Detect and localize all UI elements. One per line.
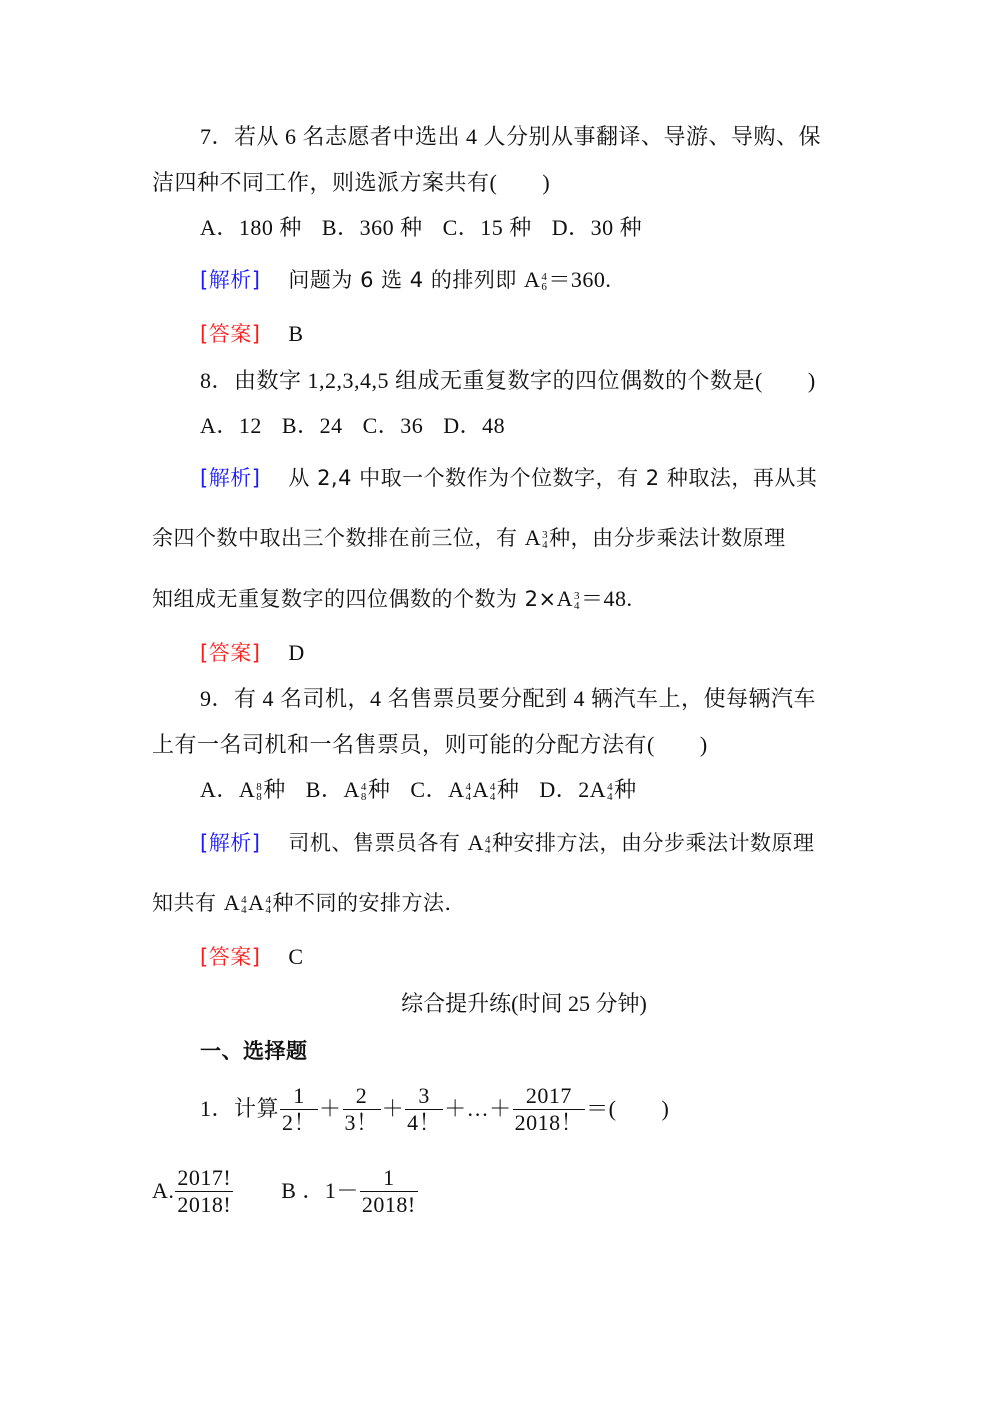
q8-option-a: A．12 — [200, 413, 262, 438]
q8-analysis-line2: 余四个数中取出三个数排在前三位，有 A 3 4 种，由分步乘法计数原理 — [152, 525, 786, 551]
section-title: 综合提升练(时间 25 分钟) — [401, 991, 647, 1016]
q8-stem: 8．由数字 1,2,3,4,5 组成无重复数字的四位偶数的个数是( ) — [200, 368, 816, 393]
q7-stem-line2: 洁四种不同工作，则选派方案共有( ) — [152, 170, 551, 195]
q8-answer — [200, 639, 305, 667]
q9-stem-line1: 9．有 4 名司机，4 名售票员要分配到 4 辆汽车上，使每辆汽车 — [200, 686, 817, 711]
q7-analysis-tail: ＝360. — [548, 267, 612, 292]
q7-option-a: A．180 种 — [200, 215, 302, 240]
subsection-title: 一、选择题 — [200, 1039, 308, 1063]
q8-option-b: B．24 — [281, 413, 343, 438]
q8-analysis-line1: [解析] 从 2,4 中取一个数作为个位数字，有 2 种取法，再从其 — [200, 466, 818, 490]
q9-option-d: D．2A 4 4 种 — [539, 777, 637, 803]
analysis-label: [解析] — [200, 466, 261, 490]
q9-option-c: C．A 4 4 A 4 4 种 — [410, 777, 520, 803]
q7-answer-value: B — [288, 321, 304, 346]
q9-analysis-line2: 知共有 A 4 4 A 4 4 种不同的安排方法． — [152, 890, 466, 916]
permutation-symbol: A 4 4 — [467, 830, 491, 856]
q7-option-b: B．360 种 — [321, 215, 423, 240]
permutation-symbol: A 4 6 — [524, 267, 548, 293]
analysis-label: [解析] — [200, 268, 261, 292]
answer-label: [答案] — [200, 641, 261, 665]
permutation-symbol: A 3 4 — [524, 525, 549, 551]
q8-analysis-line3: 知组成无重复数字的四位偶数的个数为 2×A 3 4 ＝48. — [152, 586, 633, 612]
q9-options — [200, 776, 637, 804]
fraction: $\frac{1}{2!}$ — [282, 1082, 317, 1135]
answer-label: [答案] — [200, 322, 261, 346]
q7-analysis-text: 问题为 6 选 4 的排列即 — [288, 268, 524, 292]
p1-option-b-label: B ．1－ — [281, 1178, 359, 1203]
p1-stem: 1．计算 $\frac{1}{2!}$ ＋ $\frac{2}{3!}$ ＋ $\frac{3}{4!}$ ＋…＋ $\frac{2017}{2018!}$ ＝( ) — [200, 1082, 670, 1135]
q7-option-d: D．30 种 — [551, 215, 643, 240]
q9-answer-value: C — [288, 944, 304, 969]
analysis-label: [解析] — [200, 831, 261, 855]
permutation-symbol: A 4 4 — [223, 890, 248, 916]
q8-options — [200, 412, 505, 440]
fraction: $\frac{2}{3!}$ — [344, 1082, 379, 1135]
q9-answer — [200, 943, 304, 971]
q7-answer — [200, 320, 304, 348]
q9-analysis-line1: [解析] 司机、售票员各有 A 4 4 种安排方法，由分步乘法计数原理 — [200, 830, 815, 856]
q7-options — [200, 214, 642, 242]
permutation-symbol: A 4 4 — [248, 890, 272, 916]
q9-stem-line2: 上有一名司机和一名售票员，则可能的分配方法有( ) — [152, 732, 708, 757]
p1-options — [152, 1162, 419, 1220]
permutation-symbol: A 3 4 — [556, 586, 581, 612]
fraction: $\frac{2017}{2018!}$ — [514, 1082, 584, 1135]
q8-answer-value: D — [288, 640, 305, 665]
q8-option-d: D．48 — [443, 413, 506, 438]
q7-analysis — [200, 266, 611, 294]
fraction: $\frac{3}{4!}$ — [407, 1082, 442, 1135]
fraction: $\frac{2017!}{2018!}$ — [177, 1164, 232, 1217]
q9-option-a: A．A 8 8 种 — [200, 777, 286, 803]
q8-option-c: C．36 — [362, 413, 424, 438]
q9-option-b: B．A 4 8 种 — [305, 777, 391, 803]
answer-label: [答案] — [200, 945, 261, 969]
q7-stem-line1: 7．若从 6 名志愿者中选出 4 人分别从事翻译、导游、导购、保 — [200, 124, 822, 149]
q7-option-c: C．15 种 — [442, 215, 532, 240]
p1-option-a-label: A. — [152, 1178, 175, 1203]
fraction: $\frac{1}{2018!}$ — [361, 1164, 416, 1217]
